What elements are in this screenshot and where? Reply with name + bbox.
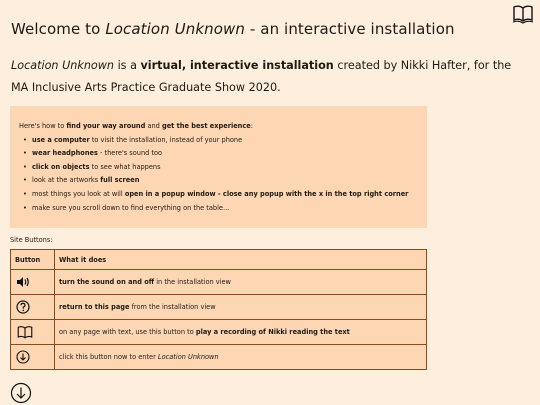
- arrow-down-circle-icon: [16, 350, 50, 364]
- howto-lead: Here's how to find your way around and get the best experience:: [19, 122, 253, 130]
- page-title: Welcome to Location Unknown - an interactive installation: [11, 20, 455, 38]
- col-button-header: Button: [11, 250, 55, 270]
- col-what-header: What it does: [55, 250, 427, 270]
- intro-text: Location Unknown is a virtual, interactive installation created by Nikki Hafter, for the MA Inclusive Arts Practice Graduate Show 2020.: [11, 59, 512, 94]
- list-item: • look at the artworks full screen: [23, 174, 427, 188]
- list-item: • most things you look at will open in a popup window - close any popup with the x in the top right corner: [23, 188, 427, 202]
- site-buttons-table: [10, 249, 427, 370]
- howto-list: [19, 134, 427, 216]
- enter-button[interactable]: [10, 382, 32, 404]
- list-item: • use a computer to visit the installation, instead of your phone: [23, 134, 427, 148]
- list-item: • click on objects to see what happens: [23, 161, 427, 175]
- table-row: on any page with text, use this button to play a recording of Nikki reading the text: [11, 320, 427, 345]
- arrow-down-circle-icon[interactable]: [10, 382, 32, 404]
- howto-panel: [10, 106, 427, 228]
- help-icon: [16, 300, 50, 314]
- table-row: return to this page from the installation view: [11, 295, 427, 320]
- book-icon: [16, 325, 50, 340]
- table-header-row: [11, 250, 427, 270]
- book-icon[interactable]: [512, 4, 534, 24]
- list-item: • make sure you scroll down to find everything on the table...: [23, 202, 427, 216]
- list-item: • wear headphones - there's sound too: [23, 147, 427, 161]
- speaker-icon: [16, 276, 50, 288]
- table-row: turn the sound on and off in the installation view: [11, 270, 427, 295]
- site-buttons-label: Site Buttons:: [10, 236, 53, 244]
- table-row: click this button now to enter Location Unknown: [11, 345, 427, 370]
